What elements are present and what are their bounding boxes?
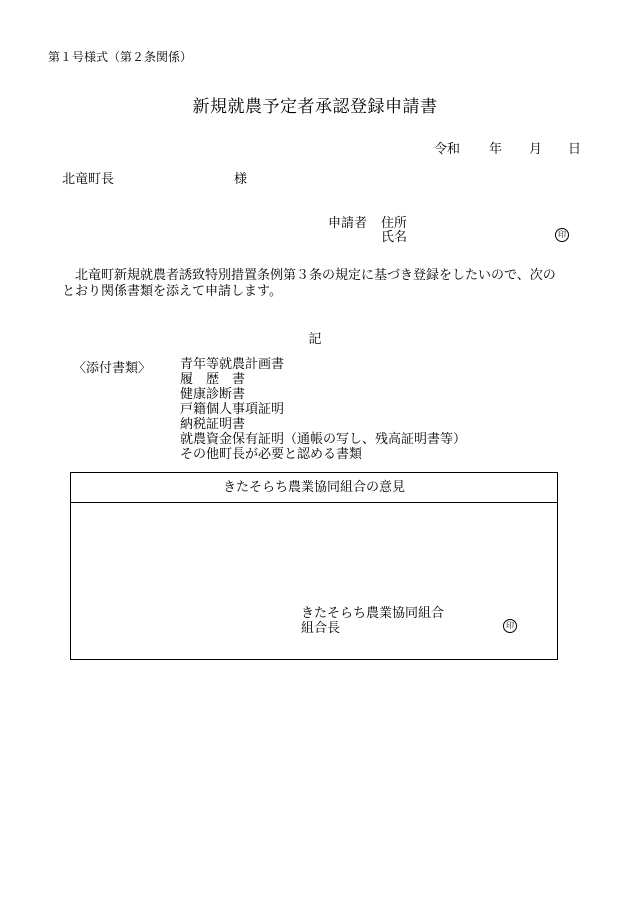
applicant-seal-mark: 印 <box>555 228 569 242</box>
body-line: 北竜町新規就農者誘致特別措置条例第３条の規定に基づき登録をしたいので、次の <box>62 268 556 283</box>
coop-seal-mark: 印 <box>503 619 517 633</box>
date-day: 日 <box>568 142 582 157</box>
applicant-name-label: 氏名 <box>381 230 408 245</box>
attachment-item: 納税証明書 <box>180 417 246 432</box>
ki-heading: 記 <box>308 332 322 347</box>
addressee: 北竜町長 <box>62 172 115 187</box>
coop-opinion-header: きたそらち農業協同組合の意見 <box>71 473 557 503</box>
attachment-item: その他町長が必要と認める書類 <box>180 447 363 462</box>
attachments-list <box>180 357 466 462</box>
attachment-item: 履 歴 書 <box>180 372 246 387</box>
attachment-item: 健康診断書 <box>180 387 246 402</box>
document-title: 新規就農予定者承認登録申請書 <box>192 97 438 117</box>
applicant-label: 申請者 <box>328 216 368 231</box>
applicant-address-label: 住所 <box>381 216 408 231</box>
attachments-heading: 〈添付書類〉 <box>73 361 152 376</box>
attachment-item: 戸籍個人事項証明 <box>180 402 285 417</box>
coop-head-title: 組合長 <box>301 621 341 636</box>
date-era: 令和 <box>434 142 461 157</box>
attachment-item: 就農資金保有証明（通帳の写し、残高証明書等） <box>180 432 467 447</box>
honorific: 様 <box>234 172 248 187</box>
date-month: 月 <box>529 142 543 157</box>
date-year: 年 <box>489 142 503 157</box>
form-number-label: 第１号様式（第２条関係） <box>48 50 193 64</box>
body-line: とおり関係書類を添えて申請します。 <box>62 284 282 299</box>
application-body <box>62 268 582 300</box>
coop-name: きたそらち農業協同組合 <box>301 606 445 621</box>
attachment-item: 青年等就農計画書 <box>180 357 285 372</box>
